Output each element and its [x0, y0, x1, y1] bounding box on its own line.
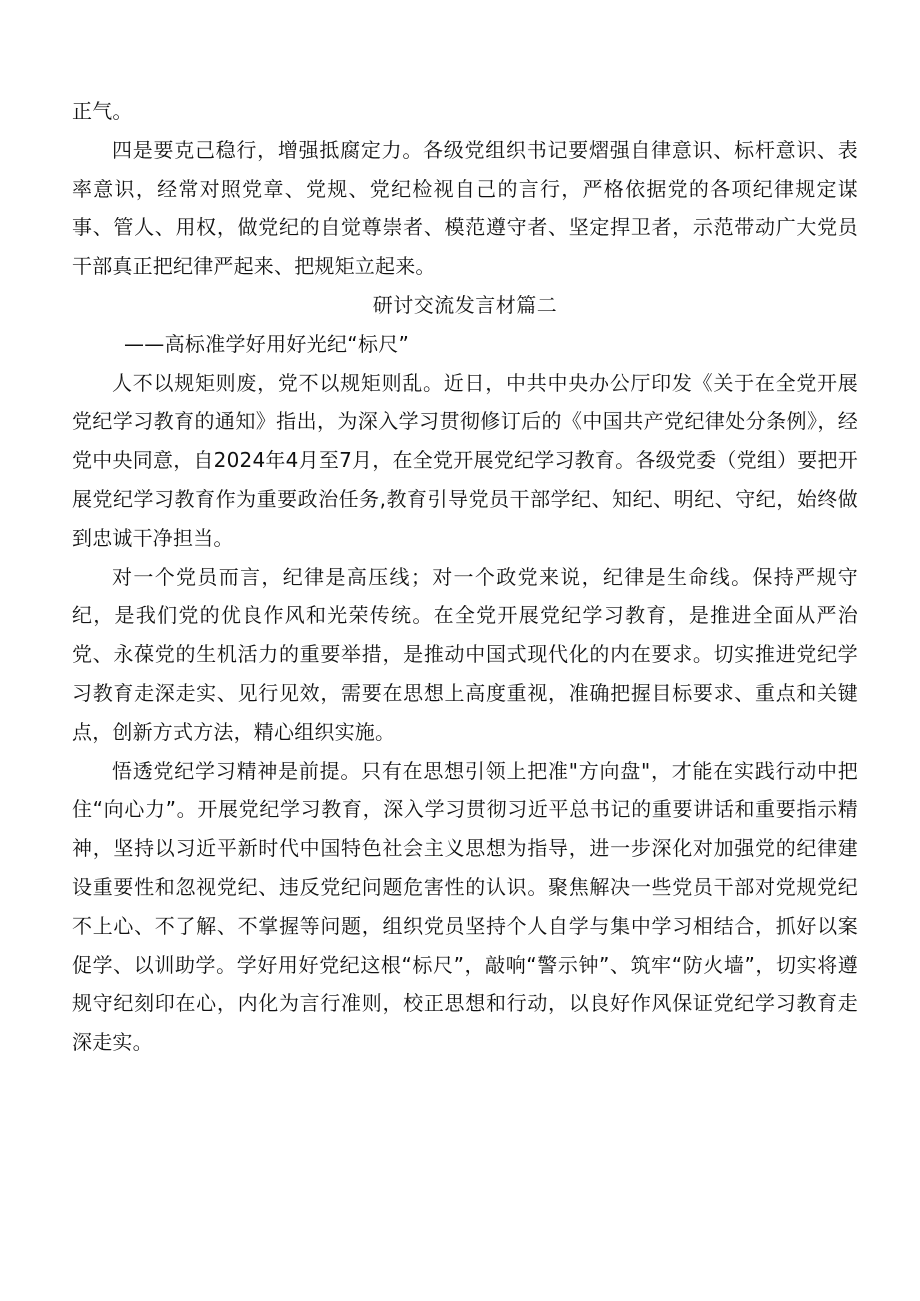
paragraph-self-discipline: 四是要克己稳行，增强抵腐定力。各级党组织书记要熠强自律意识、标杆意识、表率意识，经常对照党章、党规、党纪检视自己的言行，严格依据党的各项纪律规定谋事、管人、用权，做党纪的自觉尊崇者、模范遵守者、坚定捍卫者，示范带动广大党员干部真正把纪律严起来、把规矩立起来。 — [72, 137, 858, 279]
paragraph-intro: 人不以规矩则废，党不以规矩则乱。近日，中共中央办公厅印发《关于在全党开展党纪学习教育的通知》指出，为深入学习贯彻修订后的《中国共产党纪律处分条例》，经党中央同意，自2024年4月至7月，在全党开展党纪学习教育。各级党委（党组）要把开展党纪学习教育作为重要政治任务,教育引导党员干部学纪、知纪、明纪、守纪，始终做到忠诚干净担当。 — [72, 370, 858, 550]
section-title: 研讨交流发言材篇二 — [372, 292, 558, 317]
paragraph-discipline-lifeline: 对一个党员而言，纪律是高压线；对一个政党来说，纪律是生命线。保持严规守纪，是我们党的优良作风和光荣传统。在全党开展党纪学习教育，是推进全面从严治党、永葆党的生机活力的重要举措，是推动中国式现代化的内在要求。切实推进党纪学习教育走深走实、见行见效，需要在思想上高度重视，准确把握目标要求、重点和关键点，创新方式方法，精心组织实施。 — [72, 564, 858, 744]
continued-text: 正气。 — [72, 99, 133, 123]
section-subtitle: ——高标准学好用好光纪“标尺” — [124, 331, 410, 356]
document-body — [72, 92, 858, 1062]
paragraph-study-spirit: 悟透党纪学习精神是前提。只有在思想引领上把准"方向盘"，才能在实践行动中把住“向心力”。开展党纪学习教育，深入学习贯彻习近平总书记的重要讲话和重要指示精神，坚持以习近平新时代中国特色社会主义思想为指导，进一步深化对加强党的纪律建设重要性和忽视党纪、违反党纪问题危害性的认识。聚焦解决一些党员干部对党规党纪不上心、不了解、不掌握等问题，组织党员坚持个人自学与集中学习相结合，抓好以案促学、以训助学。学好用好党纪这根“标尺”，敲响“警示钟”、筑牢“防火墙”，切实将遵规守纪刻印在心，内化为言行准则，校正思想和行动，以良好作风保证党纪学习教育走深走实。 — [72, 758, 858, 1055]
